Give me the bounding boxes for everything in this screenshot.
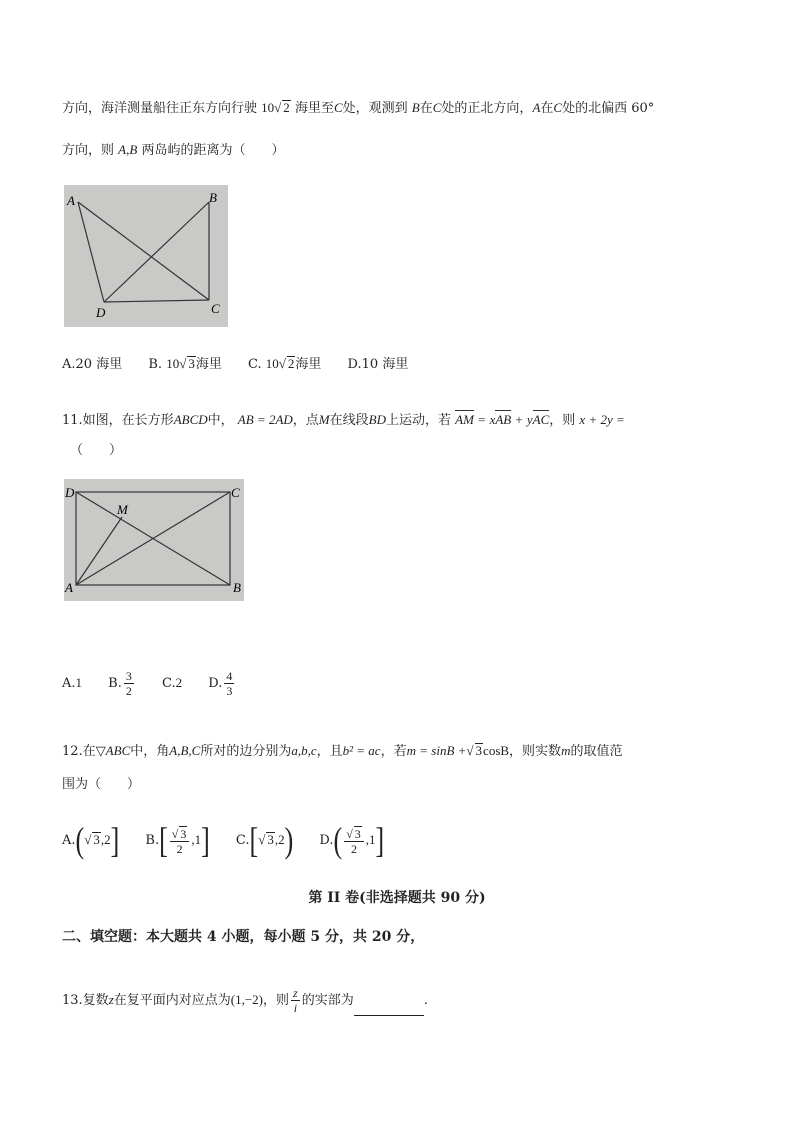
q11-line2: （ ）: [70, 443, 123, 458]
vector-AC: AC: [532, 412, 550, 427]
q10-fig-label-D: D: [96, 305, 106, 320]
q11-figure: [64, 479, 244, 601]
q11-line1: 11.如图，在长方形ABCD中， AB = 2AD，点M在线段BD上运动，若 AM = xAB + yAC，则 x + 2y =: [62, 412, 625, 428]
q10-options: [62, 355, 430, 374]
fraction: $\frac{√ 3}{2}$: [170, 826, 190, 856]
q10-diagram: [64, 185, 228, 327]
q10-option-b[interactable]: B. 10√ 3海里: [148, 356, 222, 372]
q12-option-a[interactable]: A.(√ 3,2]: [62, 819, 120, 861]
q11-option-d[interactable]: D. $\frac{4}{3}$: [208, 669, 233, 698]
q10-line1: 方向，海洋测量船往正东方向行驶 10√ 2 海里至C处，观测到 B在C处的正北方向，A在C处的北偏西 60°: [62, 100, 655, 116]
q13-line: 13.复数z在复平面内对应点为(1,−2)，则 $\frac{z}{i}$ 的实部为 .: [62, 986, 428, 1015]
q11-fig-label-A: A: [65, 580, 73, 595]
q11-option-a[interactable]: A.1: [62, 675, 83, 691]
vector-AM: AM: [455, 412, 474, 427]
fraction: $\frac{3}{2}$: [125, 669, 132, 698]
section-subtitle: 二、填空题：本大题共 4 小题，每小题 5 分，共 20 分，: [62, 929, 425, 945]
vector-AB: AB: [495, 412, 512, 427]
q11-fig-label-C: C: [231, 485, 240, 500]
q12-option-c[interactable]: C.[√ 3,2): [235, 819, 294, 861]
q12-line1: 12.在▽ABC中，角A,B,C所对的边分别为a,b,c，且b² = ac，若m = sinB +√ 3cosB，则实数m的取值范: [62, 743, 623, 759]
answer-blank[interactable]: [354, 1001, 424, 1016]
q10-figure: [64, 185, 228, 327]
fraction: $\frac{√ 3}{2}$: [344, 826, 364, 856]
q10-option-c[interactable]: C. 10√ 2海里: [247, 356, 322, 372]
q10-option-a[interactable]: A.20 海里: [62, 357, 123, 372]
q10-fig-label-C: C: [211, 301, 220, 316]
q11-fig-label-D: D: [65, 485, 75, 500]
fraction: $\frac{z}{i}$: [293, 986, 298, 1015]
q10-line2: 方向，则 A,B 两岛屿的距离为（ ）: [62, 142, 285, 158]
fraction: $\frac{4}{3}$: [226, 669, 233, 698]
section-title: 第 II 卷(非选择题共 90 分): [308, 890, 486, 906]
q12-options: [62, 819, 406, 861]
q10-option-d[interactable]: D.10 海里: [347, 357, 409, 372]
q10-fig-label-B: B: [209, 190, 217, 205]
q11-fig-label-M: M: [117, 502, 128, 517]
q10-fig-label-A: A: [67, 193, 75, 208]
q12-option-d[interactable]: D.( $\frac{√ 3}{2}$ ,1]: [319, 819, 385, 861]
q11-diagram: [64, 479, 244, 601]
q11-options: [62, 668, 258, 699]
q12-option-b[interactable]: B.[ $\frac{√ 3}{2}$ ,1]: [145, 819, 210, 861]
q12-line2: 围为（ ）: [62, 777, 141, 792]
q11-option-b[interactable]: B. $\frac{3}{2}$: [108, 669, 132, 698]
q11-fig-label-B: B: [233, 580, 241, 595]
q11-option-c[interactable]: C.2: [162, 675, 183, 691]
